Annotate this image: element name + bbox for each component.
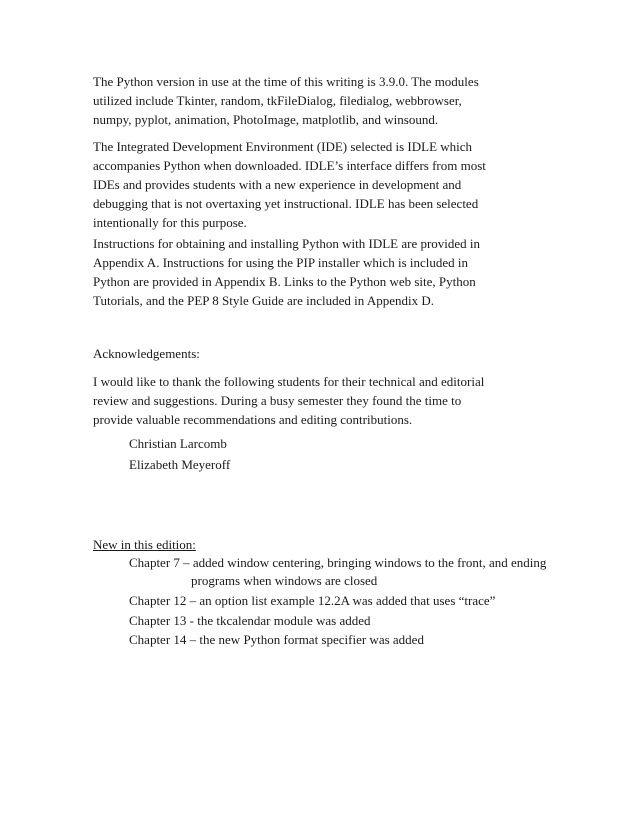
acknowledgements-paragraph	[93, 372, 493, 429]
new-edition-item: Chapter 12 – an option list example 12.2A was added that uses “trace”	[129, 593, 496, 608]
new-edition-item: Chapter 13 - the tkcalendar module was added	[129, 613, 371, 628]
new-edition-item-continuation: programs when windows are closed	[191, 573, 378, 588]
text-line: debugging that is not overtaxing yet instructional. IDLE has been selected	[93, 196, 479, 211]
text-line: Appendix A. Instructions for using the PIP installer which is included in	[93, 255, 469, 270]
acknowledgements-heading: Acknowledgements:	[93, 346, 200, 361]
text-line: Python are provided in Appendix B. Links to the Python web site, Python	[93, 274, 476, 289]
new-edition-item: Chapter 7 – added window centering, bringing windows to the front, and ending	[129, 555, 547, 570]
text-line: I would like to thank the following students for their technical and editorial	[93, 374, 485, 389]
text-line: The Python version in use at the time of this writing is 3.9.0. The modules	[93, 74, 479, 89]
text-line: Tutorials, and the PEP 8 Style Guide are included in Appendix D.	[93, 293, 434, 308]
new-edition-item: Chapter 14 – the new Python format specifier was added	[129, 632, 424, 647]
text-line: numpy, pyplot, animation, PhotoImage, matplotlib, and winsound.	[93, 112, 439, 127]
text-line: intentionally for this purpose.	[93, 215, 247, 230]
ide-paragraph	[93, 137, 493, 232]
python-version-paragraph	[93, 72, 493, 129]
text-line: review and suggestions. During a busy semester they found the time to	[93, 393, 462, 408]
text-line: Instructions for obtaining and installing Python with IDLE are provided in	[93, 236, 481, 251]
acknowledged-name: Elizabeth Meyeroff	[129, 457, 231, 472]
new-edition-heading: New in this edition:	[93, 537, 196, 552]
acknowledged-name: Christian Larcomb	[129, 436, 227, 451]
text-line: utilized include Tkinter, random, tkFileDialog, filedialog, webbrowser,	[93, 93, 462, 108]
text-line: IDEs and provides students with a new experience in development and	[93, 177, 462, 192]
instructions-paragraph	[93, 234, 493, 310]
text-line: accompanies Python when downloaded. IDLE’s interface differs from most	[93, 158, 486, 173]
text-line: The Integrated Development Environment (IDE) selected is IDLE which	[93, 139, 473, 154]
text-line: provide valuable recommendations and editing contributions.	[93, 412, 413, 427]
